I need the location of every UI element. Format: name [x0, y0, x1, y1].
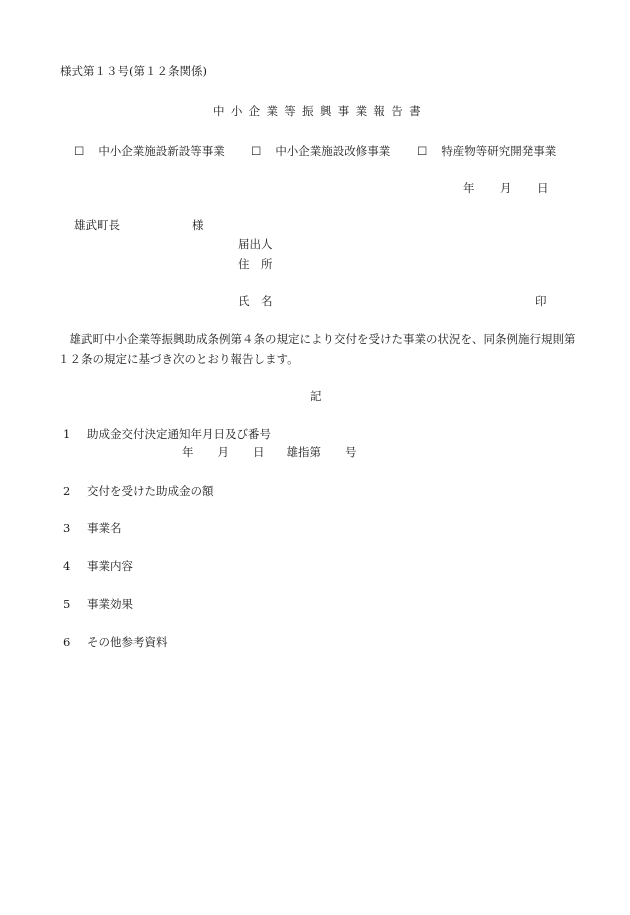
option-small-business-new[interactable] [74, 146, 225, 158]
item-label: 事業名 [87, 521, 122, 535]
item-6 [63, 637, 168, 649]
addressee-name: 雄武町長 [74, 218, 120, 232]
item-number: 6 [63, 635, 71, 649]
address-label: 住 所 [238, 257, 273, 271]
item-label: その他参考資料 [87, 635, 168, 649]
item-number: 2 [63, 484, 71, 498]
date-day-label: 日 [537, 181, 549, 195]
notice-year-label: 年 [182, 445, 194, 459]
item-4 [63, 561, 133, 573]
notice-number-prefix: 雄指第 [286, 445, 321, 459]
item-number: 5 [63, 597, 71, 611]
notice-day-label: 日 [253, 445, 265, 459]
checkbox-icon[interactable]: ☐ [74, 144, 85, 158]
notice-date-row [182, 447, 357, 459]
option-label: 特産物等研究開発事業 [441, 144, 557, 158]
form-number: 様式第１３号(第１２条関係) [60, 64, 207, 78]
checkbox-icon[interactable]: ☐ [417, 144, 428, 158]
option-label: 中小企業施設改修事業 [275, 144, 391, 158]
item-number: 1 [63, 427, 71, 441]
document-title: 中小企業等振興事業報告書 [213, 104, 427, 118]
item-5 [63, 599, 133, 611]
date-month-label: 月 [500, 181, 512, 195]
notice-month-label: 月 [217, 445, 229, 459]
item-1 [63, 429, 271, 441]
item-number: 4 [63, 559, 71, 573]
item-3 [63, 523, 122, 535]
item-label: 事業内容 [87, 559, 133, 573]
submitter-label: 届出人 [238, 237, 273, 251]
item-2 [63, 486, 214, 498]
checkbox-icon[interactable]: ☐ [251, 144, 262, 158]
seal-mark: 印 [535, 294, 547, 308]
addressee-honorific: 様 [192, 218, 204, 232]
report-statement: 雄武町中小企業等振興助成条例第４条の規定により交付を受けた事業の状況を、同条例施行規則第１２条の規定に基づき次のとおり報告します。 [58, 332, 576, 366]
item-label: 事業効果 [87, 597, 133, 611]
option-small-business-renovation[interactable] [251, 146, 390, 158]
notice-number-suffix: 号 [345, 445, 357, 459]
item-label: 交付を受けた助成金の額 [87, 484, 214, 498]
option-specialty-rd[interactable] [417, 146, 556, 158]
option-label: 中小企業施設新設等事業 [98, 144, 225, 158]
date-year-label: 年 [463, 181, 475, 195]
name-label: 氏 名 [238, 294, 273, 308]
ki-heading: 記 [310, 389, 322, 403]
item-number: 3 [63, 521, 71, 535]
item-label: 助成金交付決定通知年月日及び番号 [87, 427, 271, 441]
